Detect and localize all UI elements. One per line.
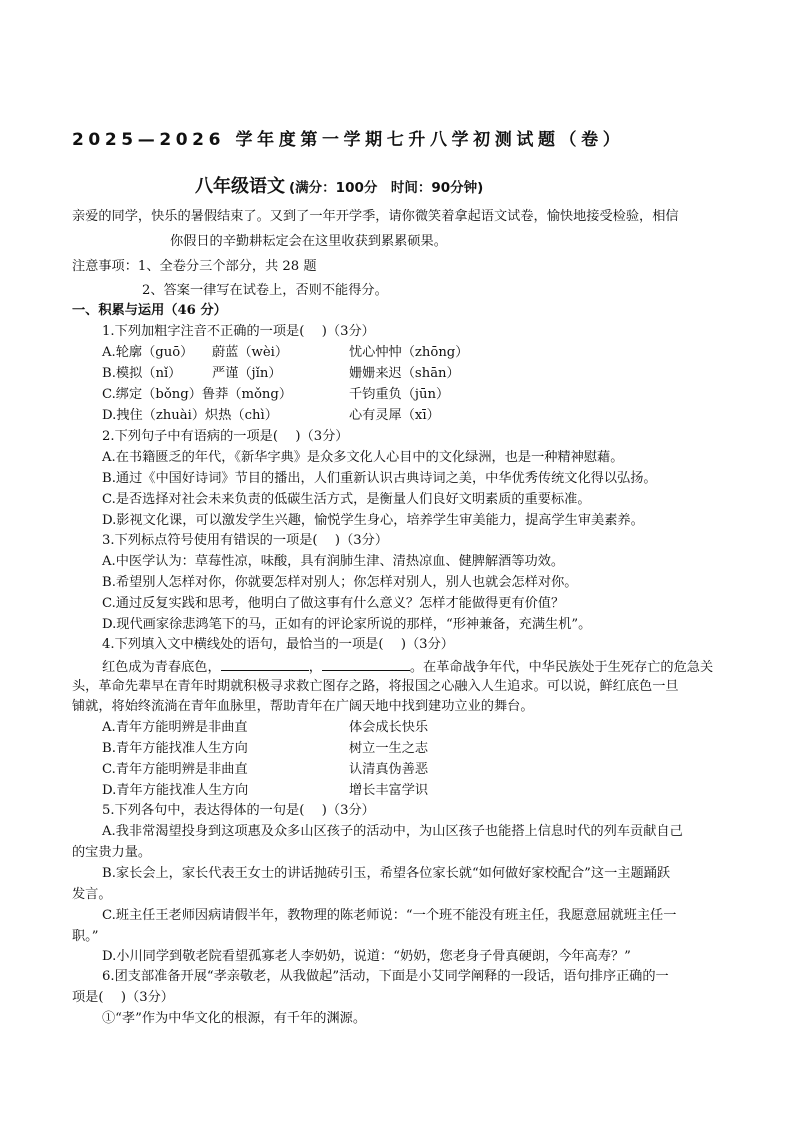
score-time-info: (满分：100分 时间：90分钟) — [289, 180, 484, 196]
q6-stem-line-2: 项是( )（3分） — [72, 990, 174, 1005]
q4-option-b-2: 树立一生之志 — [349, 741, 429, 756]
q6-stem-line-1: 6.团支部准备开展“孝亲敬老，从我做起”活动，下面是小艾同学阐释的一段话，语句排序正确的一 — [102, 969, 669, 984]
intro-line-1: 亲爱的同学，快乐的暑假结束了。又到了一年开学季，请你微笑着拿起语文试卷，愉快地接受检验，相信 — [72, 209, 679, 224]
q1-option-b-2: 严谨（jǐn） — [212, 366, 282, 381]
q5-option-d: D.小川同学到敬老院看望孤寡老人李奶奶，说道：“奶奶，您老身子骨真硬朗，今年高寿？” — [102, 949, 631, 964]
q4-option-d-1: D.青年方能找准人生方向 — [102, 783, 249, 798]
q4-option-c-2: 认清真伪善恶 — [349, 762, 429, 777]
q5-stem: 5.下列各句中，表达得体的一句是( )（3分） — [102, 803, 375, 818]
q4-passage-comma: ， — [308, 660, 322, 675]
q2-option-d: D.影视文化课，可以激发学生兴趣，愉悦学生身心，培养学生审美能力，提高学生审美素养。 — [102, 513, 644, 528]
q5-option-c-line-1: C.班主任王老师因病请假半年，教物理的陈老师说：“一个班不能没有班主任，我愿意屈就班主任一 — [102, 908, 677, 923]
q5-option-b-line-1: B.家长会上，家长代表王女士的讲话抛砖引玉，希望各位家长就“如何做好家校配合”这一主题踊跃 — [102, 866, 671, 881]
q6-item-1: ①“孝”作为中华文化的根源，有千年的渊源。 — [102, 1011, 367, 1026]
q1-option-b-3: 姗姗来迟（shān） — [349, 366, 460, 381]
q1-option-c-1: C.绑定（bǒng）鲁莽（mǒng） — [102, 387, 293, 402]
q4-stem: 4.下列填入文中横线处的语句，最恰当的一项是( )（3分） — [102, 637, 454, 652]
exam-title: 2025—2026 学年度第一学期七升八学初测试题（卷） — [72, 130, 625, 150]
q4-option-b-1: B.青年方能找准人生方向 — [102, 741, 248, 756]
q4-passage-line-1 — [102, 658, 713, 677]
q2-option-a: A.在书籍匮乏的年代，《新华字典》是众多文化人心目中的文化绿洲，也是一种精神慰藉。 — [102, 450, 624, 465]
notes-line-1: 注意事项：1、全卷分三个部分，共 28 题 — [72, 259, 317, 274]
q4-passage-rest: 。在革命战争年代，中华民族处于生死存亡的危急关 — [409, 660, 714, 675]
subject-label: 八年级语文 — [195, 176, 285, 197]
q4-passage-start: 红色成为青春底色， — [102, 660, 221, 675]
q4-option-d-2: 增长丰富学识 — [349, 783, 429, 798]
q1-option-b-1: B.模拟（nǐ） — [102, 366, 182, 381]
q5-option-a-line-2: 的宝贵力量。 — [72, 845, 152, 860]
q2-option-b: B.通过《中国好诗词》节目的播出，人们重新认识古典诗词之美，中华优秀传统文化得以弘扬。 — [102, 471, 657, 486]
q1-option-d-3: 心有灵犀（xī） — [349, 408, 440, 423]
q2-option-c: C.是否选择对社会未来负责的低碳生活方式，是衡量人们良好文明素质的重要标准。 — [102, 492, 591, 507]
q1-option-d-1: D.拽住（zhuài）炽热（chì） — [102, 408, 278, 423]
intro-line-2: 你假日的辛勤耕耘定会在这里收获到累累硕果。 — [170, 234, 447, 249]
q3-option-a: A.中医学认为：草莓性凉，味酸，具有润肺生津、清热凉血、健脾解酒等功效。 — [102, 554, 565, 569]
q4-option-a-2: 体会成长快乐 — [349, 720, 429, 735]
answer-blank-2[interactable] — [322, 658, 410, 671]
q4-passage-line-3: 铺就，将始终流淌在青年血脉里，帮助青年在广阔天地中找到建功立业的舞台。 — [72, 699, 534, 714]
q2-stem: 2.下列句子中有语病的一项是( )（3分） — [102, 429, 349, 444]
q3-option-b: B.希望别人怎样对你，你就要怎样对别人；你怎样对别人，别人也就会怎样对你。 — [102, 575, 578, 590]
q5-option-c-line-2: 职。” — [72, 929, 99, 944]
q3-option-c: C.通过反复实践和思考，他明白了做这事有什么意义？怎样才能做得更有价值？ — [102, 596, 565, 611]
exam-subtitle — [195, 172, 483, 198]
section-heading: 一、积累与运用（46 分） — [72, 303, 227, 318]
q4-option-c-1: C.青年方能明辨是非曲直 — [102, 762, 248, 777]
q1-option-c-3: 千钧重负（jūn） — [349, 387, 450, 402]
q5-option-a-line-1: A.我非常渴望投身到这项惠及众多山区孩子的活动中，为山区孩子也能搭上信息时代的列车贡献自己 — [102, 824, 683, 839]
q4-option-a-1: A.青年方能明辨是非曲直 — [102, 720, 248, 735]
q5-option-b-line-2: 发言。 — [72, 887, 112, 902]
q3-stem: 3.下列标点符号使用有错误的一项是( )（3分） — [102, 533, 389, 548]
q1-option-a-2: 蔚蓝（wèi） — [212, 345, 289, 360]
q3-option-d: D.现代画家徐悲鸿笔下的马，正如有的评论家所说的那样，“形神兼备，充满生机”。 — [102, 617, 592, 632]
q4-passage-line-2: 头，革命先辈早在青年时期就积极寻求救亡图存之路，将报国之心融入人生追求。可以说，鲜红底色一旦 — [72, 679, 679, 694]
answer-blank-1[interactable] — [221, 658, 309, 671]
q1-option-a-1: A.轮廓（guō） — [102, 345, 194, 360]
notes-line-2: 2、答案一律写在试卷上，否则不能得分。 — [142, 283, 388, 298]
q1-stem: 1.下列加粗字注音不正确的一项是( )（3分） — [102, 324, 375, 339]
q1-option-a-3: 忧心忡忡（zhōng） — [349, 345, 469, 360]
